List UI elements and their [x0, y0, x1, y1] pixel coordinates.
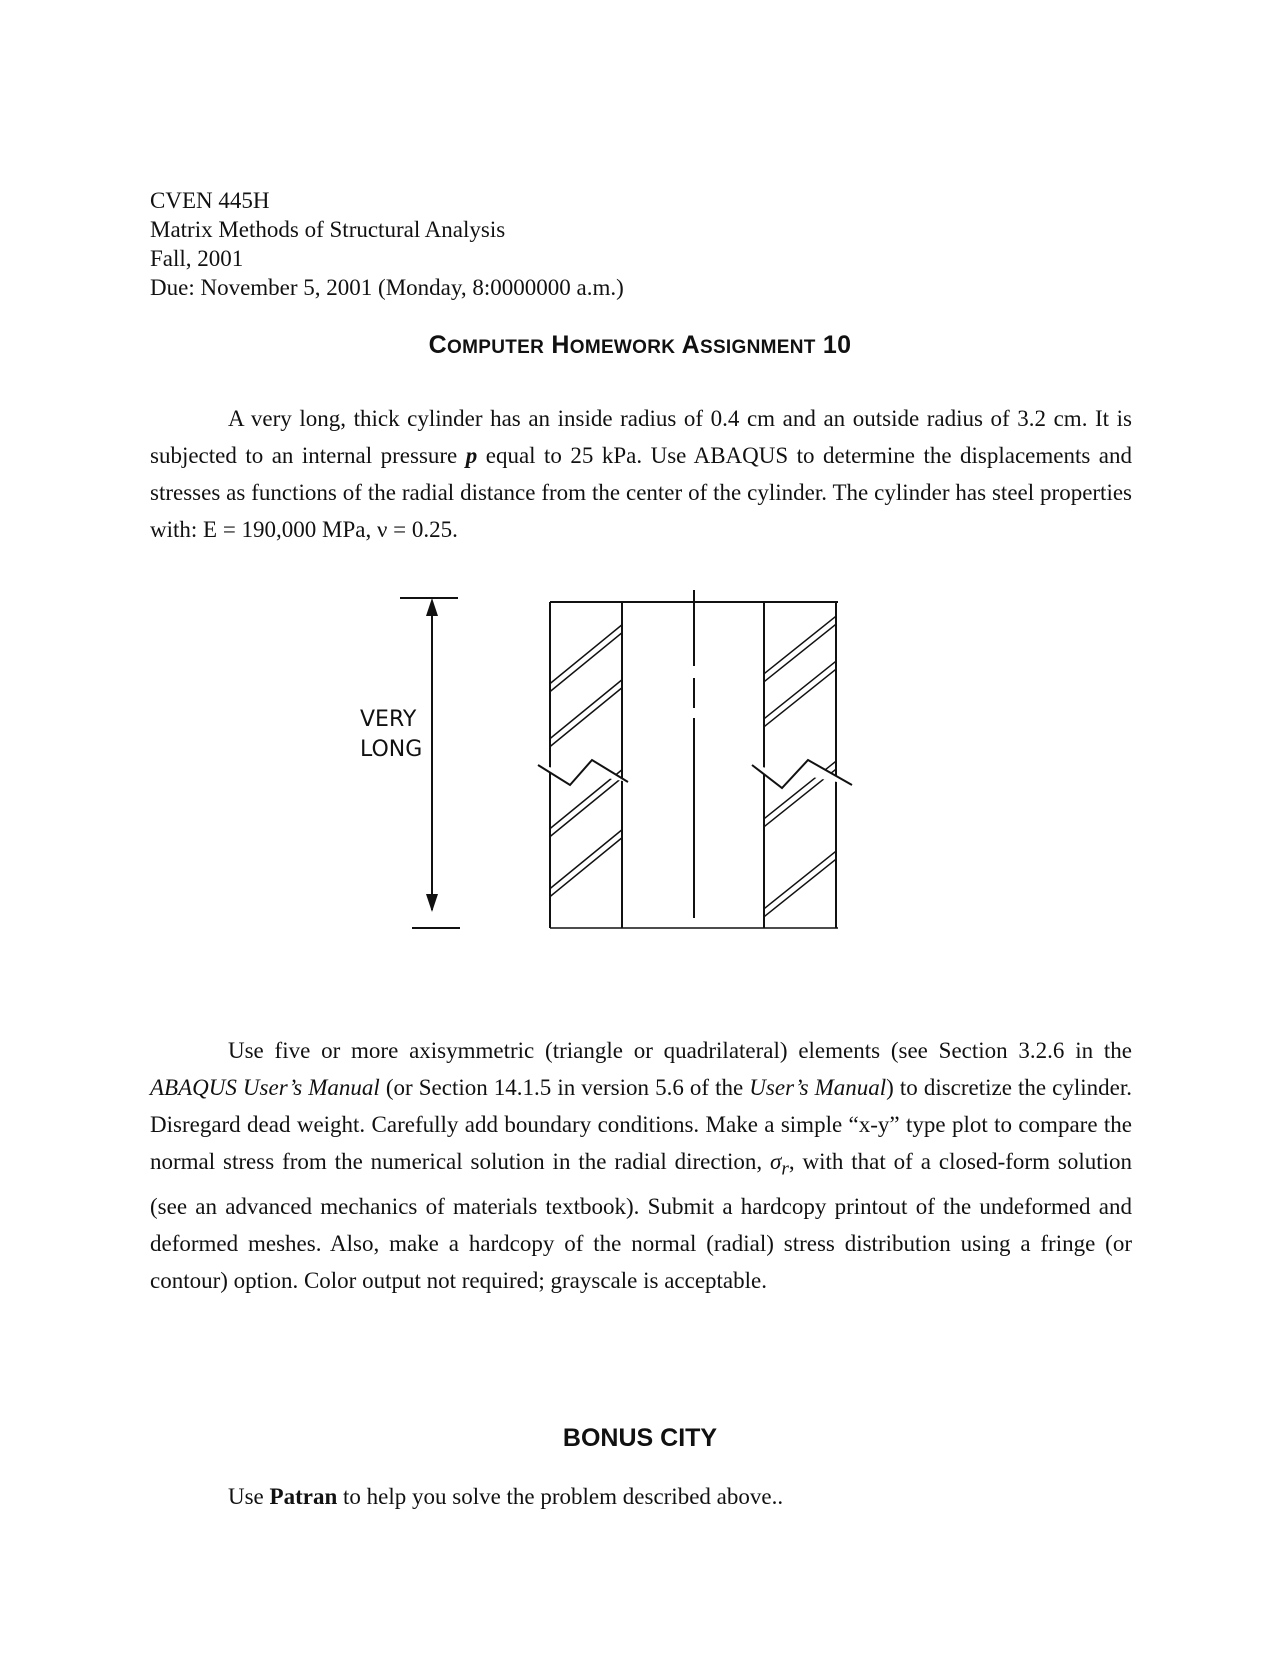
very-long-label-line1: VERY — [360, 707, 417, 732]
cylinder-figure — [360, 590, 920, 955]
problem-statement: A very long, thick cylinder has an inside radius of 0.4 cm and an outside radius of 3.2 cm. It is subjected to an internal pressure p equal to 25 kPa. Use ABAQUS to determine the displacements and stresses as functions of the radial distance from the center of the cylinder. The cylinder has steel properties with: E = 190,000 MPa, ν = 0.25. — [150, 406, 1133, 542]
users-manual-ref: User’s Manual — [749, 1075, 887, 1100]
left-wall-hatching — [530, 610, 640, 913]
due-date: Due: November 5, 2001 (Monday, 8:0000000 a.m.) — [150, 275, 624, 300]
cylinder-diagram — [360, 590, 920, 950]
abaqus-manual-ref: ABAQUS User’s Manual — [150, 1075, 380, 1100]
term: Fall, 2001 — [150, 246, 244, 271]
dimension-arrow-top — [426, 598, 438, 616]
left-break-symbol — [538, 760, 628, 785]
assignment-title: COMPUTER HOMEWORK ASSIGNMENT 10 — [428, 331, 852, 359]
dimension-arrow-bottom — [426, 894, 438, 912]
course-code: CVEN 445H — [150, 188, 270, 213]
instructions-paragraph: Use five or more axisymmetric (triangle or quadrilateral) elements (see Section 3.2.6 in the ABAQUS User’s Manual (or Section 14.1.5 in version 5.6 of the User’s Manual) to discretize the cylinder. Disregard dead weight. Carefully add boundary conditions. Make a simple “x-y” type plot to compare the normal stress from the numerical solution in the radial direction, $\sigma_r$, with that of a closed-form solution (see an advanced mechanics of materials textbook). Submit a hardcopy printout of the undeformed and deformed meshes. Also, make a hardcopy of the normal (radial) stress distribution using a fringe (or contour) option. Color output not required; grayscale is acceptable. — [150, 1038, 1133, 1293]
very-long-label-line2: LONG — [360, 737, 423, 762]
course-name: Matrix Methods of Structural Analysis — [150, 217, 506, 242]
header-block — [150, 186, 624, 302]
bonus-text: Use Patran to help you solve the problem described above.. — [228, 1484, 784, 1509]
patran-name: Patran — [269, 1484, 338, 1509]
bonus-heading: BONUS CITY — [562, 1424, 718, 1452]
